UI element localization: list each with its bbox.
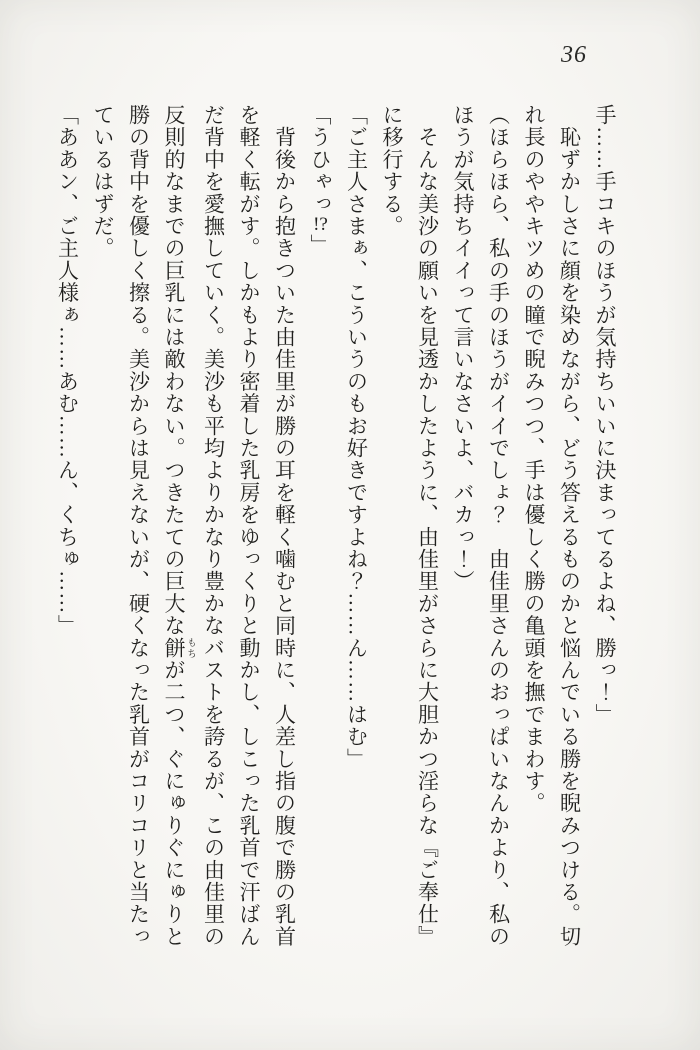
text-line: 「うひゃっ!?」	[308, 104, 332, 257]
text-line: れ長のややキツめの瞳で睨みつつ、手は優しく勝の亀頭を撫でまわす。	[522, 104, 546, 815]
text-line: だ背中を愛撫していく。美沙も平均よりかなり豊かなバストを誇るが、この由佳里の	[201, 104, 226, 948]
text-line: ほうが気持ちイイって言いなさいよ、バカっ！）	[451, 104, 475, 593]
text-line: （ほらほら、私の手のほうがイイでしょ？ 由佳里さんのおっぱいなんかより、私の	[486, 104, 511, 948]
ruby-annotated-kanji: 餅 もち	[162, 636, 195, 660]
tate-chu-yoko: !?	[313, 215, 328, 234]
text-line: 背後から抱きついた由佳里が勝の耳を軽く噛むと同時に、人差し指の腹で勝の乳首	[272, 104, 297, 948]
text-line: 「ああン、ご主人様ぁ……あむ……ん、くちゅ……」	[55, 104, 80, 637]
text-line: 反則的なまでの巨乳には敵わない。つきたての巨大な餅 もちが二つ、ぐにゅりぐにゅりと	[162, 104, 195, 948]
text-line: を軽く転がす。しかもより密着した乳房をゆっくりと動かし、しこった乳首で汗ばん	[237, 104, 261, 948]
text-line: ているはずだ。	[91, 104, 115, 260]
text-line: 恥ずかしさに顔を染めながら、どう答えるものかと悩んでいる勝を睨みつける。切	[557, 104, 582, 948]
text-line: 手……手コキのほうが気持ちいいに決まってるよね、勝っ！」	[593, 104, 617, 726]
page-number: 36	[561, 42, 587, 68]
text-line: 勝の背中を優しく擦る。美沙からは見えないが、硬くなった乳首がコリコリと当たっ	[126, 104, 151, 948]
text-line: 「ご主人さまぁ、こういうのもお好きですよね？……ん……はむ」	[344, 104, 369, 770]
text-line: そんな美沙の願いを見透かしたように、由佳里がさらに大胆かつ淫らな『ご奉仕』	[415, 104, 440, 948]
text-line: に移行する。	[380, 104, 404, 238]
text-block	[49, 104, 622, 950]
